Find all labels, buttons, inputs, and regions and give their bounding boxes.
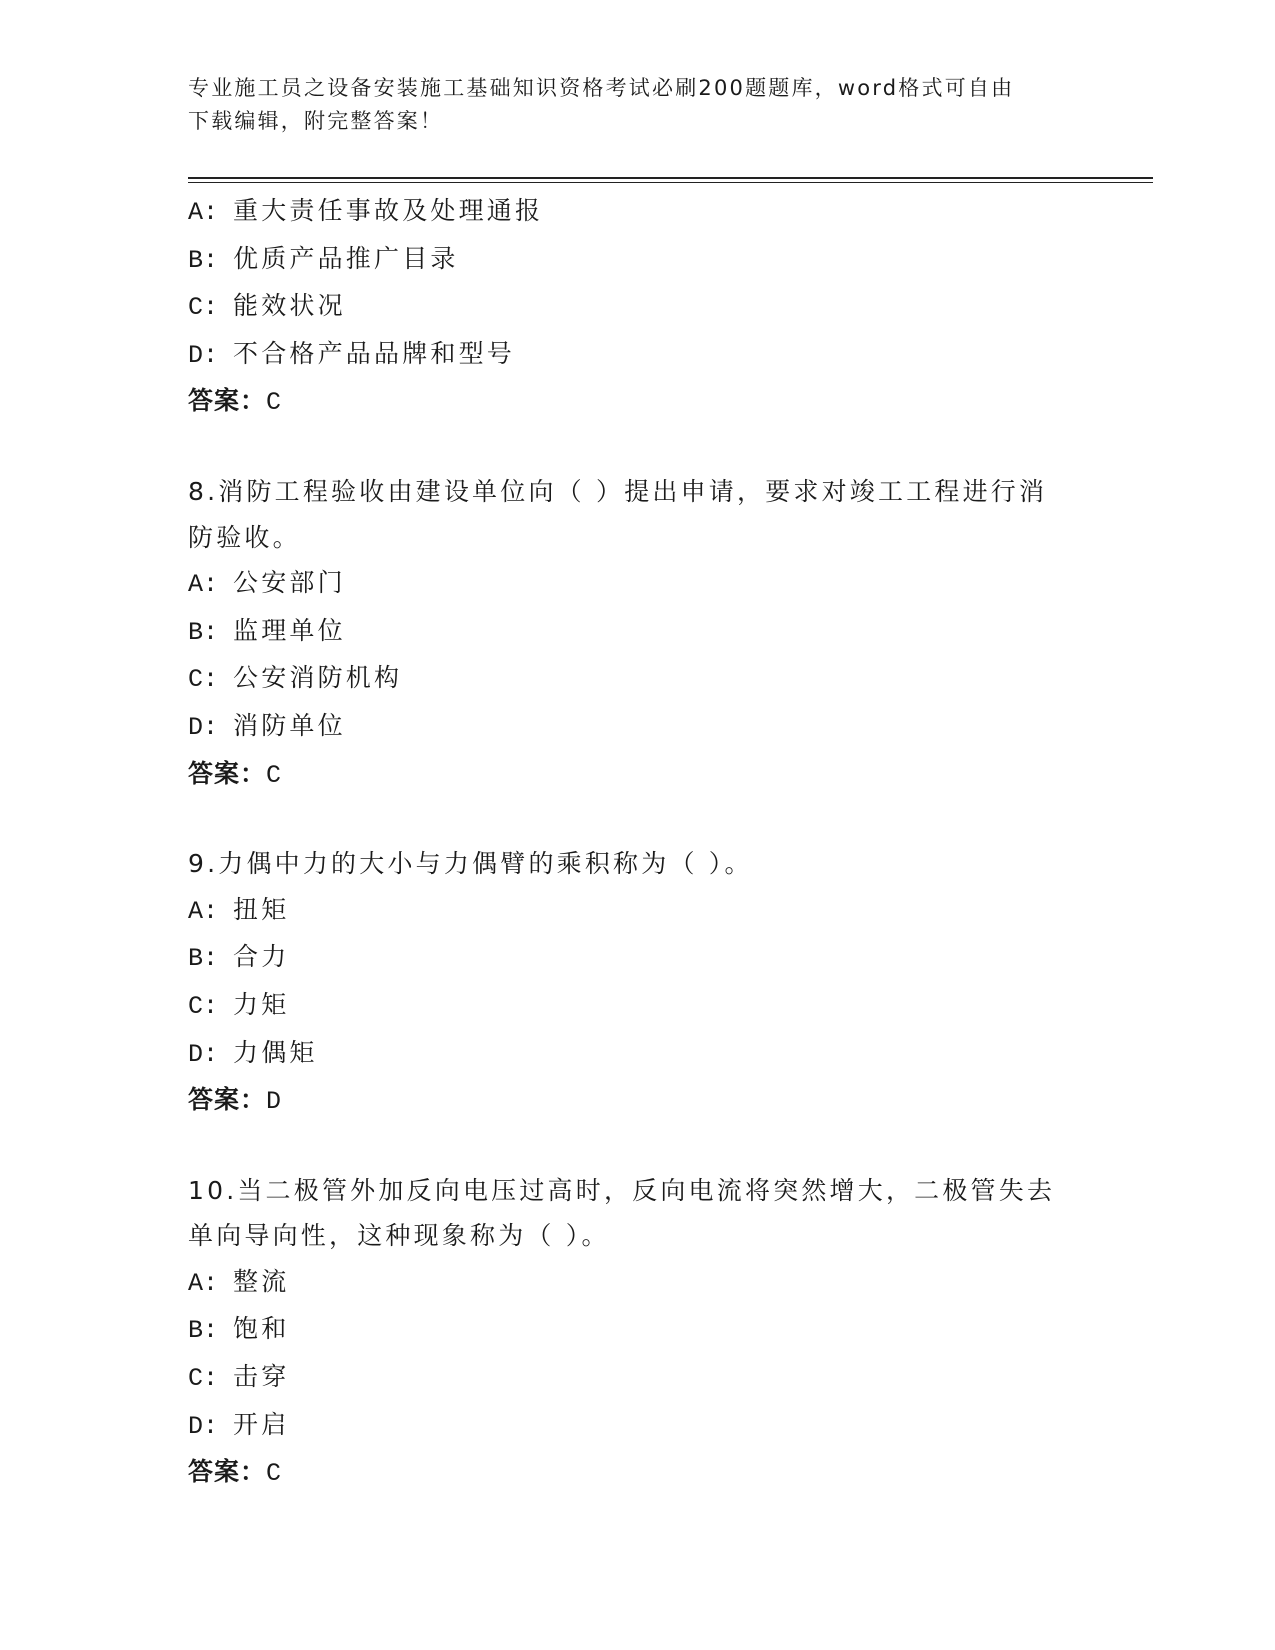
option-text: 击穿 [233,1362,290,1392]
option-key: B: [188,944,219,974]
header-line-1: 专业施工员之设备安装施工基础知识资格考试必刷200题题库，word格式可自由 [188,76,1015,100]
option-key: A: [188,1268,219,1298]
option-d [188,1030,1088,1078]
option-key: A: [188,198,219,227]
option-text: 力偶矩 [233,1037,318,1067]
option-key: D: [188,1411,219,1441]
answer [188,1077,1088,1125]
option-c [188,283,1088,331]
option-key: D: [188,340,219,370]
answer-label: 答案： [188,1457,267,1487]
option-key: C: [188,293,219,323]
option-text: 合力 [233,942,290,972]
option-a [188,560,1088,608]
option-a [188,887,1088,935]
answer-value: C [266,388,283,418]
question-text [188,469,1078,560]
option-key: A: [188,570,219,600]
option-b [188,934,1088,982]
option-text: 优质产品推广目录 [233,243,459,273]
answer-label: 答案： [188,758,267,788]
question-list [188,188,1088,1497]
option-text: 力矩 [233,989,290,1019]
option-text: 公安消防机构 [233,663,403,693]
answer [188,751,1088,799]
option-b [188,1306,1088,1354]
option-key: B: [188,617,219,647]
option-text: 整流 [233,1266,290,1296]
answer [188,1449,1088,1497]
question-line-1: 9.力偶中力的大小与力偶臂的乘积称为（ ）。 [188,849,753,879]
option-c [188,1354,1088,1402]
option-key: D: [188,712,219,742]
answer-value: D [266,1087,283,1117]
option-a [188,1259,1088,1307]
option-c [188,982,1088,1030]
option-text: 扭矩 [233,894,290,924]
option-text: 开启 [233,1409,290,1439]
option-text: 重大责任事故及处理通报 [233,196,544,225]
answer-value: C [266,1459,283,1489]
question-line-1: 8.消防工程验收由建设单位向（ ）提出申请，要求对竣工工程进行消 [188,476,1048,506]
question-line-2: 防验收。 [188,522,301,552]
answer [188,378,1088,426]
option-key: A: [188,896,219,926]
option-b [188,608,1088,656]
header-divider-thin [188,182,1153,183]
option-key: C: [188,665,219,695]
option-key: B: [188,1316,219,1346]
option-text: 能效状况 [233,291,346,321]
option-key: C: [188,991,219,1021]
header-line-2: 下载编辑，附完整答案！ [188,109,444,133]
question-9 [188,841,1088,1125]
answer-label: 答案： [188,1085,267,1115]
question-text [188,1168,1078,1259]
option-text: 饱和 [233,1314,290,1344]
option-b [188,236,1088,284]
option-d [188,331,1088,379]
option-a [188,188,1088,236]
option-key: D: [188,1039,219,1069]
document-header [188,72,1088,138]
question-line-1: 10.当二极管外加反向电压过高时，反向电流将突然增大，二极管失去 [188,1175,1056,1205]
option-key: C: [188,1364,219,1394]
question-10 [188,1168,1088,1497]
option-text: 监理单位 [233,615,346,645]
question-line-2: 单向导向性，这种现象称为（ ）。 [188,1221,610,1251]
header-divider-thick [188,177,1153,179]
option-text: 公安部门 [233,568,346,598]
option-text: 消防单位 [233,710,346,740]
option-d [188,703,1088,751]
option-c [188,655,1088,703]
question-text [188,841,1078,887]
question-7 [188,188,1088,426]
answer-value: C [266,760,283,790]
option-text: 不合格产品品牌和型号 [233,338,516,368]
answer-label: 答案： [188,386,267,416]
option-key: B: [188,245,219,275]
question-8 [188,469,1088,798]
option-d [188,1402,1088,1450]
